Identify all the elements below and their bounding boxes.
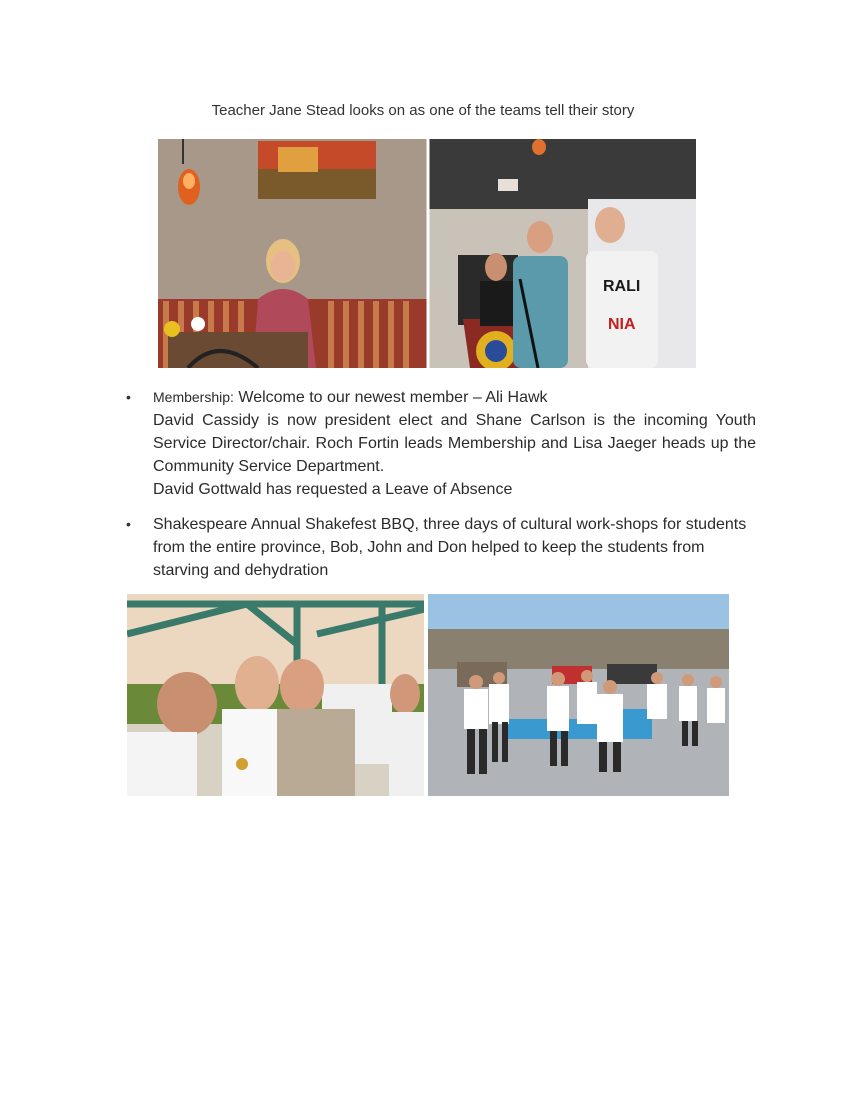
new-member-name: Ali Hawk (485, 389, 548, 406)
dash: – (472, 389, 482, 406)
membership-label: Membership: (153, 389, 234, 405)
shirt-text-bottom: NIA (608, 316, 636, 333)
photo-caption: Teacher Jane Stead looks on as one of the teams tell their story (211, 102, 635, 119)
leave-of-absence: David Gottwald has requested a Leave of Absence (153, 481, 513, 498)
shakefest-text: Shakespeare Annual Shakefest BBQ, three days of cultural work-shops for students from the entire province, Bob, John and Don helped to keep the students from starving and dehydration (153, 516, 747, 579)
membership-item (126, 386, 756, 501)
shakefest-item (126, 513, 756, 582)
welcome-text: Welcome to our newest member (238, 389, 469, 406)
shirt-text-top: RALI (603, 278, 641, 295)
bullet-icon: • (126, 516, 131, 532)
photo-team-presentation (158, 139, 696, 368)
officer-updates: David Cassidy is now president elect and Shane Carlson is the incoming Youth Service Director/chair. Roch Fortin leads Membership and Lisa Jaeger heads up the Community Service Department. (153, 412, 756, 475)
photo-bbq (127, 594, 729, 796)
bullet-icon: • (126, 389, 131, 405)
